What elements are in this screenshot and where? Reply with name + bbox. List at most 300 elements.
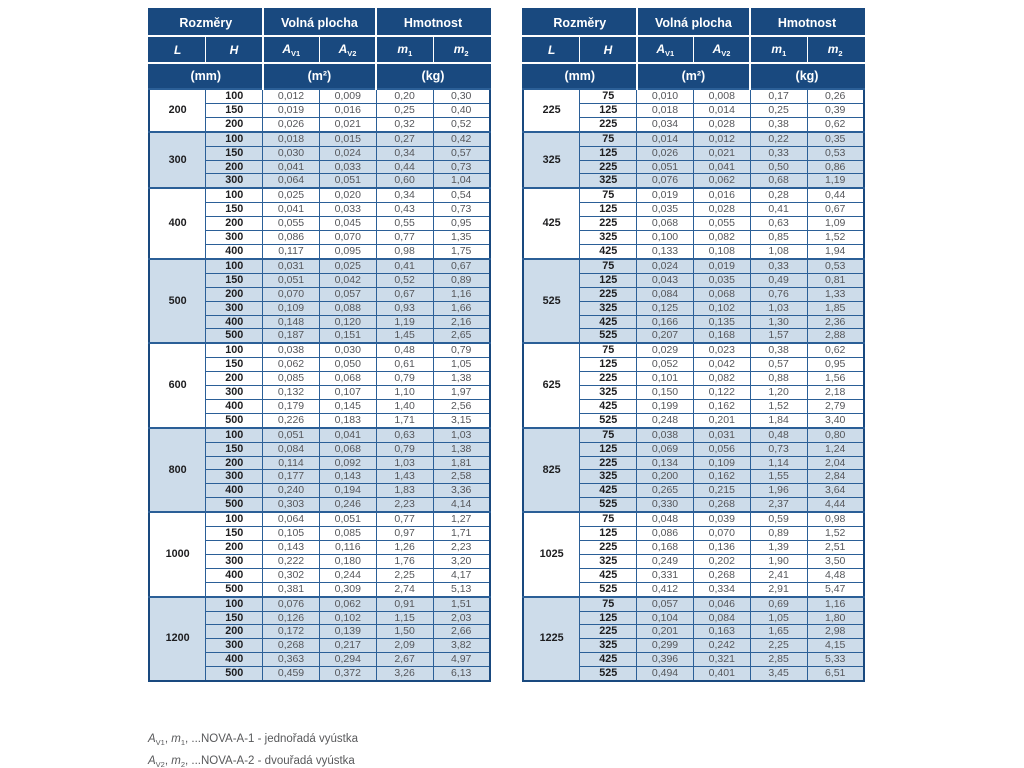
cell-value: 0,61 bbox=[376, 358, 433, 372]
cell-value: 2,16 bbox=[433, 315, 490, 329]
cell-value: 0,016 bbox=[319, 103, 376, 117]
table-row bbox=[523, 343, 864, 357]
cell-value: 0,331 bbox=[637, 568, 694, 582]
table-row bbox=[523, 259, 864, 273]
cell-value: 0,54 bbox=[433, 188, 490, 202]
cell-value: 0,019 bbox=[693, 259, 750, 273]
cell-value: 0,100 bbox=[637, 231, 694, 245]
cell-value: 0,043 bbox=[637, 273, 694, 287]
cell-value: 0,372 bbox=[319, 667, 376, 681]
cell-value: 0,062 bbox=[319, 597, 376, 611]
cell-height: 100 bbox=[206, 512, 263, 526]
cell-value: 0,207 bbox=[637, 329, 694, 343]
cell-value: 1,10 bbox=[376, 386, 433, 400]
cell-height: 300 bbox=[206, 639, 263, 653]
cell-height: 200 bbox=[206, 541, 263, 555]
cell-value: 3,45 bbox=[750, 667, 807, 681]
cell-value: 0,010 bbox=[637, 89, 694, 103]
cell-value: 1,45 bbox=[376, 329, 433, 343]
cell-value: 0,148 bbox=[263, 315, 320, 329]
header-volna-plocha: Volná plocha bbox=[263, 9, 377, 36]
cell-value: 0,055 bbox=[263, 217, 320, 231]
cell-value: 0,070 bbox=[319, 231, 376, 245]
cell-value: 4,17 bbox=[433, 568, 490, 582]
cell-value: 1,14 bbox=[750, 456, 807, 470]
cell-height: 400 bbox=[206, 568, 263, 582]
cell-value: 0,018 bbox=[637, 103, 694, 117]
cell-value: 0,122 bbox=[693, 386, 750, 400]
cell-value: 0,363 bbox=[263, 653, 320, 667]
cell-value: 0,024 bbox=[319, 146, 376, 160]
table-row bbox=[149, 428, 490, 442]
cell-height: 100 bbox=[206, 259, 263, 273]
cell-length: 300 bbox=[149, 132, 206, 189]
cell-height: 75 bbox=[580, 259, 637, 273]
cell-value: 0,381 bbox=[263, 582, 320, 596]
cell-value: 0,321 bbox=[693, 653, 750, 667]
col-header-Av2: $A_{V2}$ bbox=[693, 36, 750, 63]
cell-value: 0,299 bbox=[637, 639, 694, 653]
cell-value: 2,67 bbox=[376, 653, 433, 667]
cell-value: 0,73 bbox=[750, 442, 807, 456]
cell-height: 200 bbox=[206, 160, 263, 174]
cell-value: 0,056 bbox=[693, 442, 750, 456]
cell-value: 1,65 bbox=[750, 625, 807, 639]
cell-value: 0,200 bbox=[637, 470, 694, 484]
cell-length: 825 bbox=[523, 428, 580, 512]
cell-height: 75 bbox=[580, 512, 637, 526]
cell-value: 0,67 bbox=[807, 203, 864, 217]
table-row bbox=[523, 512, 864, 526]
cell-value: 0,064 bbox=[263, 174, 320, 188]
cell-value: 0,035 bbox=[693, 273, 750, 287]
cell-value: 0,134 bbox=[637, 456, 694, 470]
cell-value: 0,136 bbox=[693, 541, 750, 555]
cell-height: 75 bbox=[580, 132, 637, 146]
cell-value: 0,028 bbox=[693, 203, 750, 217]
cell-height: 150 bbox=[206, 273, 263, 287]
cell-value: 0,80 bbox=[807, 428, 864, 442]
cell-value: 0,021 bbox=[693, 146, 750, 160]
cell-height: 200 bbox=[206, 287, 263, 301]
cell-value: 0,033 bbox=[319, 203, 376, 217]
cell-value: 2,09 bbox=[376, 639, 433, 653]
cell-height: 525 bbox=[580, 498, 637, 512]
col-header-L: L bbox=[149, 36, 206, 63]
cell-value: 0,046 bbox=[693, 597, 750, 611]
col-header-Av2: $A_{V2}$ bbox=[319, 36, 376, 63]
cell-value: 0,25 bbox=[376, 103, 433, 117]
cell-height: 200 bbox=[206, 117, 263, 131]
cell-value: 0,89 bbox=[433, 273, 490, 287]
unit-kg: (kg) bbox=[376, 63, 490, 89]
cell-height: 500 bbox=[206, 329, 263, 343]
cell-value: 1,39 bbox=[750, 541, 807, 555]
header-group-row bbox=[149, 9, 490, 36]
cell-height: 200 bbox=[206, 625, 263, 639]
cell-length: 500 bbox=[149, 259, 206, 343]
cell-value: 0,95 bbox=[807, 358, 864, 372]
cell-value: 1,03 bbox=[433, 428, 490, 442]
cell-value: 1,19 bbox=[376, 315, 433, 329]
cell-value: 0,028 bbox=[693, 117, 750, 131]
cell-value: 0,20 bbox=[376, 89, 433, 103]
cell-value: 2,25 bbox=[750, 639, 807, 653]
cell-height: 300 bbox=[206, 231, 263, 245]
header-group-row bbox=[523, 9, 864, 36]
cell-value: 2,18 bbox=[807, 386, 864, 400]
cell-value: 2,74 bbox=[376, 582, 433, 596]
cell-value: 1,05 bbox=[433, 358, 490, 372]
cell-height: 200 bbox=[206, 372, 263, 386]
header-symbol-row bbox=[149, 36, 490, 63]
cell-value: 0,168 bbox=[637, 541, 694, 555]
cell-value: 0,109 bbox=[693, 456, 750, 470]
cell-height: 100 bbox=[206, 343, 263, 357]
dimensions-table-right bbox=[522, 8, 865, 682]
cell-value: 0,412 bbox=[637, 582, 694, 596]
cell-value: 0,40 bbox=[433, 103, 490, 117]
table-row bbox=[149, 259, 490, 273]
cell-value: 0,133 bbox=[637, 244, 694, 258]
cell-value: 1,71 bbox=[433, 527, 490, 541]
cell-value: 0,194 bbox=[319, 484, 376, 498]
cell-height: 225 bbox=[580, 372, 637, 386]
cell-value: 0,015 bbox=[319, 132, 376, 146]
cell-value: 0,52 bbox=[376, 273, 433, 287]
cell-value: 0,183 bbox=[319, 413, 376, 427]
cell-height: 100 bbox=[206, 597, 263, 611]
cell-value: 2,36 bbox=[807, 315, 864, 329]
cell-value: 0,085 bbox=[319, 527, 376, 541]
cell-length: 425 bbox=[523, 188, 580, 259]
cell-height: 325 bbox=[580, 231, 637, 245]
cell-value: 0,222 bbox=[263, 554, 320, 568]
cell-value: 0,064 bbox=[263, 512, 320, 526]
cell-value: 0,041 bbox=[693, 160, 750, 174]
cell-value: 0,73 bbox=[433, 203, 490, 217]
cell-value: 0,166 bbox=[637, 315, 694, 329]
cell-value: 0,48 bbox=[376, 343, 433, 357]
header-unit-row bbox=[523, 63, 864, 89]
cell-value: 0,199 bbox=[637, 399, 694, 413]
table-row bbox=[149, 188, 490, 202]
cell-value: 2,85 bbox=[750, 653, 807, 667]
cell-value: 0,168 bbox=[693, 329, 750, 343]
cell-value: 1,84 bbox=[750, 413, 807, 427]
cell-value: 2,66 bbox=[433, 625, 490, 639]
cell-value: 0,086 bbox=[637, 527, 694, 541]
cell-value: 0,057 bbox=[637, 597, 694, 611]
cell-height: 425 bbox=[580, 315, 637, 329]
cell-value: 1,57 bbox=[750, 329, 807, 343]
cell-value: 0,177 bbox=[263, 470, 320, 484]
cell-value: 2,37 bbox=[750, 498, 807, 512]
cell-value: 1,75 bbox=[433, 244, 490, 258]
cell-value: 0,215 bbox=[693, 484, 750, 498]
cell-value: 0,33 bbox=[750, 146, 807, 160]
cell-value: 0,265 bbox=[637, 484, 694, 498]
table-row bbox=[523, 597, 864, 611]
cell-value: 0,062 bbox=[693, 174, 750, 188]
cell-value: 0,401 bbox=[693, 667, 750, 681]
cell-height: 125 bbox=[580, 527, 637, 541]
cell-height: 125 bbox=[580, 358, 637, 372]
cell-value: 4,15 bbox=[807, 639, 864, 653]
cell-value: 0,088 bbox=[319, 301, 376, 315]
cell-value: 0,89 bbox=[750, 527, 807, 541]
cell-height: 400 bbox=[206, 484, 263, 498]
cell-length: 1000 bbox=[149, 512, 206, 596]
unit-m2: (m²) bbox=[637, 63, 751, 89]
cell-value: 0,048 bbox=[637, 512, 694, 526]
cell-value: 0,35 bbox=[807, 132, 864, 146]
cell-value: 1,71 bbox=[376, 413, 433, 427]
cell-value: 0,294 bbox=[319, 653, 376, 667]
cell-value: 0,41 bbox=[750, 203, 807, 217]
unit-m2: (m²) bbox=[263, 63, 377, 89]
cell-value: 0,021 bbox=[319, 117, 376, 131]
cell-value: 0,143 bbox=[319, 470, 376, 484]
cell-value: 0,68 bbox=[750, 174, 807, 188]
cell-value: 2,23 bbox=[433, 541, 490, 555]
cell-height: 425 bbox=[580, 568, 637, 582]
cell-value: 1,55 bbox=[750, 470, 807, 484]
cell-value: 2,56 bbox=[433, 399, 490, 413]
cell-value: 0,91 bbox=[376, 597, 433, 611]
cell-value: 0,217 bbox=[319, 639, 376, 653]
footnote-nova-a-2: $A_{V2}$, $m_2$, ...NOVA-A-2 - dvouřadá vyústka bbox=[148, 755, 355, 768]
cell-height: 150 bbox=[206, 103, 263, 117]
cell-value: 0,151 bbox=[319, 329, 376, 343]
cell-height: 400 bbox=[206, 653, 263, 667]
cell-value: 0,025 bbox=[319, 259, 376, 273]
cell-length: 1225 bbox=[523, 597, 580, 681]
cell-value: 0,045 bbox=[319, 217, 376, 231]
cell-height: 500 bbox=[206, 582, 263, 596]
cell-height: 300 bbox=[206, 386, 263, 400]
table-body bbox=[149, 89, 490, 681]
cell-value: 0,041 bbox=[319, 428, 376, 442]
cell-height: 325 bbox=[580, 639, 637, 653]
cell-value: 1,94 bbox=[807, 244, 864, 258]
cell-height: 100 bbox=[206, 188, 263, 202]
cell-value: 0,019 bbox=[263, 103, 320, 117]
cell-value: 2,23 bbox=[376, 498, 433, 512]
cell-value: 0,330 bbox=[637, 498, 694, 512]
cell-value: 0,53 bbox=[807, 259, 864, 273]
cell-value: 0,79 bbox=[376, 372, 433, 386]
cell-height: 75 bbox=[580, 428, 637, 442]
cell-value: 0,59 bbox=[750, 512, 807, 526]
cell-value: 0,038 bbox=[263, 343, 320, 357]
cell-value: 0,179 bbox=[263, 399, 320, 413]
cell-value: 1,56 bbox=[807, 372, 864, 386]
cell-value: 0,139 bbox=[319, 625, 376, 639]
cell-value: 0,98 bbox=[376, 244, 433, 258]
cell-value: 1,52 bbox=[807, 231, 864, 245]
cell-value: 0,008 bbox=[693, 89, 750, 103]
cell-value: 0,30 bbox=[433, 89, 490, 103]
cell-value: 0,145 bbox=[319, 399, 376, 413]
cell-value: 1,38 bbox=[433, 442, 490, 456]
cell-value: 6,13 bbox=[433, 667, 490, 681]
cell-value: 1,27 bbox=[433, 512, 490, 526]
cell-value: 0,57 bbox=[433, 146, 490, 160]
cell-value: 0,180 bbox=[319, 554, 376, 568]
cell-value: 0,242 bbox=[693, 639, 750, 653]
cell-value: 0,187 bbox=[263, 329, 320, 343]
cell-value: 0,63 bbox=[750, 217, 807, 231]
cell-value: 0,44 bbox=[376, 160, 433, 174]
table-row bbox=[523, 428, 864, 442]
cell-value: 0,051 bbox=[637, 160, 694, 174]
cell-height: 100 bbox=[206, 132, 263, 146]
footnotes bbox=[148, 730, 358, 768]
cell-value: 0,53 bbox=[807, 146, 864, 160]
cell-value: 1,19 bbox=[807, 174, 864, 188]
cell-length: 1025 bbox=[523, 512, 580, 596]
cell-length: 525 bbox=[523, 259, 580, 343]
cell-value: 0,095 bbox=[319, 244, 376, 258]
cell-height: 225 bbox=[580, 625, 637, 639]
cell-value: 0,051 bbox=[319, 174, 376, 188]
cell-length: 1200 bbox=[149, 597, 206, 681]
cell-height: 325 bbox=[580, 174, 637, 188]
cell-value: 0,114 bbox=[263, 456, 320, 470]
cell-value: 0,62 bbox=[807, 343, 864, 357]
cell-value: 0,109 bbox=[263, 301, 320, 315]
cell-value: 0,42 bbox=[433, 132, 490, 146]
cell-value: 0,104 bbox=[637, 611, 694, 625]
cell-value: 3,40 bbox=[807, 413, 864, 427]
cell-value: 3,36 bbox=[433, 484, 490, 498]
cell-value: 0,172 bbox=[263, 625, 320, 639]
footnote-nova-a-1: $A_{V1}$, $m_1$, ...NOVA-A-1 - jednořadá vyústka bbox=[148, 733, 359, 747]
cell-value: 0,126 bbox=[263, 611, 320, 625]
cell-value: 5,13 bbox=[433, 582, 490, 596]
cell-value: 0,77 bbox=[376, 231, 433, 245]
cell-value: 0,494 bbox=[637, 667, 694, 681]
cell-value: 0,98 bbox=[807, 512, 864, 526]
cell-value: 0,55 bbox=[376, 217, 433, 231]
cell-value: 0,041 bbox=[263, 203, 320, 217]
cell-height: 125 bbox=[580, 146, 637, 160]
cell-height: 125 bbox=[580, 611, 637, 625]
col-header-m1: $m_1$ bbox=[376, 36, 433, 63]
col-header-L: L bbox=[523, 36, 580, 63]
cell-value: 0,085 bbox=[263, 372, 320, 386]
cell-value: 2,79 bbox=[807, 399, 864, 413]
cell-value: 0,28 bbox=[750, 188, 807, 202]
cell-value: 0,031 bbox=[263, 259, 320, 273]
header-hmotnost: Hmotnost bbox=[750, 9, 864, 36]
cell-value: 0,88 bbox=[750, 372, 807, 386]
cell-height: 100 bbox=[206, 428, 263, 442]
cell-value: 0,038 bbox=[637, 428, 694, 442]
cell-value: 4,48 bbox=[807, 568, 864, 582]
cell-value: 5,47 bbox=[807, 582, 864, 596]
cell-height: 75 bbox=[580, 89, 637, 103]
cell-height: 150 bbox=[206, 442, 263, 456]
cell-value: 0,32 bbox=[376, 117, 433, 131]
cell-value: 0,44 bbox=[807, 188, 864, 202]
cell-value: 1,96 bbox=[750, 484, 807, 498]
cell-value: 1,35 bbox=[433, 231, 490, 245]
cell-value: 0,76 bbox=[750, 287, 807, 301]
cell-value: 0,020 bbox=[319, 188, 376, 202]
cell-height: 225 bbox=[580, 287, 637, 301]
cell-height: 425 bbox=[580, 484, 637, 498]
cell-value: 0,50 bbox=[750, 160, 807, 174]
header-unit-row bbox=[149, 63, 490, 89]
cell-height: 525 bbox=[580, 329, 637, 343]
cell-value: 3,64 bbox=[807, 484, 864, 498]
cell-value: 2,25 bbox=[376, 568, 433, 582]
cell-value: 0,49 bbox=[750, 273, 807, 287]
cell-value: 1,16 bbox=[433, 287, 490, 301]
cell-value: 0,459 bbox=[263, 667, 320, 681]
cell-value: 0,076 bbox=[637, 174, 694, 188]
cell-value: 0,019 bbox=[637, 188, 694, 202]
cell-value: 0,068 bbox=[319, 372, 376, 386]
unit-kg: (kg) bbox=[750, 63, 864, 89]
cell-value: 0,051 bbox=[263, 428, 320, 442]
cell-value: 3,82 bbox=[433, 639, 490, 653]
cell-value: 0,117 bbox=[263, 244, 320, 258]
cell-value: 1,80 bbox=[807, 611, 864, 625]
table-body bbox=[523, 89, 864, 681]
cell-height: 225 bbox=[580, 456, 637, 470]
cell-value: 0,79 bbox=[433, 343, 490, 357]
cell-value: 0,062 bbox=[263, 358, 320, 372]
cell-value: 0,012 bbox=[693, 132, 750, 146]
cell-value: 0,023 bbox=[693, 343, 750, 357]
cell-height: 150 bbox=[206, 146, 263, 160]
cell-value: 0,041 bbox=[263, 160, 320, 174]
cell-height: 100 bbox=[206, 89, 263, 103]
cell-value: 1,26 bbox=[376, 541, 433, 555]
cell-height: 425 bbox=[580, 399, 637, 413]
cell-value: 0,17 bbox=[750, 89, 807, 103]
cell-value: 0,150 bbox=[637, 386, 694, 400]
cell-value: 1,76 bbox=[376, 554, 433, 568]
cell-length: 800 bbox=[149, 428, 206, 512]
cell-value: 0,244 bbox=[319, 568, 376, 582]
cell-value: 0,030 bbox=[263, 146, 320, 160]
header-hmotnost: Hmotnost bbox=[376, 9, 490, 36]
cell-value: 0,248 bbox=[637, 413, 694, 427]
cell-value: 2,41 bbox=[750, 568, 807, 582]
cell-value: 0,135 bbox=[693, 315, 750, 329]
cell-value: 0,120 bbox=[319, 315, 376, 329]
cell-length: 625 bbox=[523, 343, 580, 427]
cell-value: 0,102 bbox=[693, 301, 750, 315]
cell-value: 0,38 bbox=[750, 117, 807, 131]
cell-length: 600 bbox=[149, 343, 206, 427]
cell-height: 325 bbox=[580, 470, 637, 484]
cell-value: 0,035 bbox=[637, 203, 694, 217]
cell-value: 0,143 bbox=[263, 541, 320, 555]
cell-height: 500 bbox=[206, 413, 263, 427]
cell-value: 1,05 bbox=[750, 611, 807, 625]
cell-value: 0,014 bbox=[637, 132, 694, 146]
cell-height: 200 bbox=[206, 456, 263, 470]
cell-height: 525 bbox=[580, 667, 637, 681]
cell-value: 2,91 bbox=[750, 582, 807, 596]
cell-height: 400 bbox=[206, 315, 263, 329]
cell-value: 2,98 bbox=[807, 625, 864, 639]
